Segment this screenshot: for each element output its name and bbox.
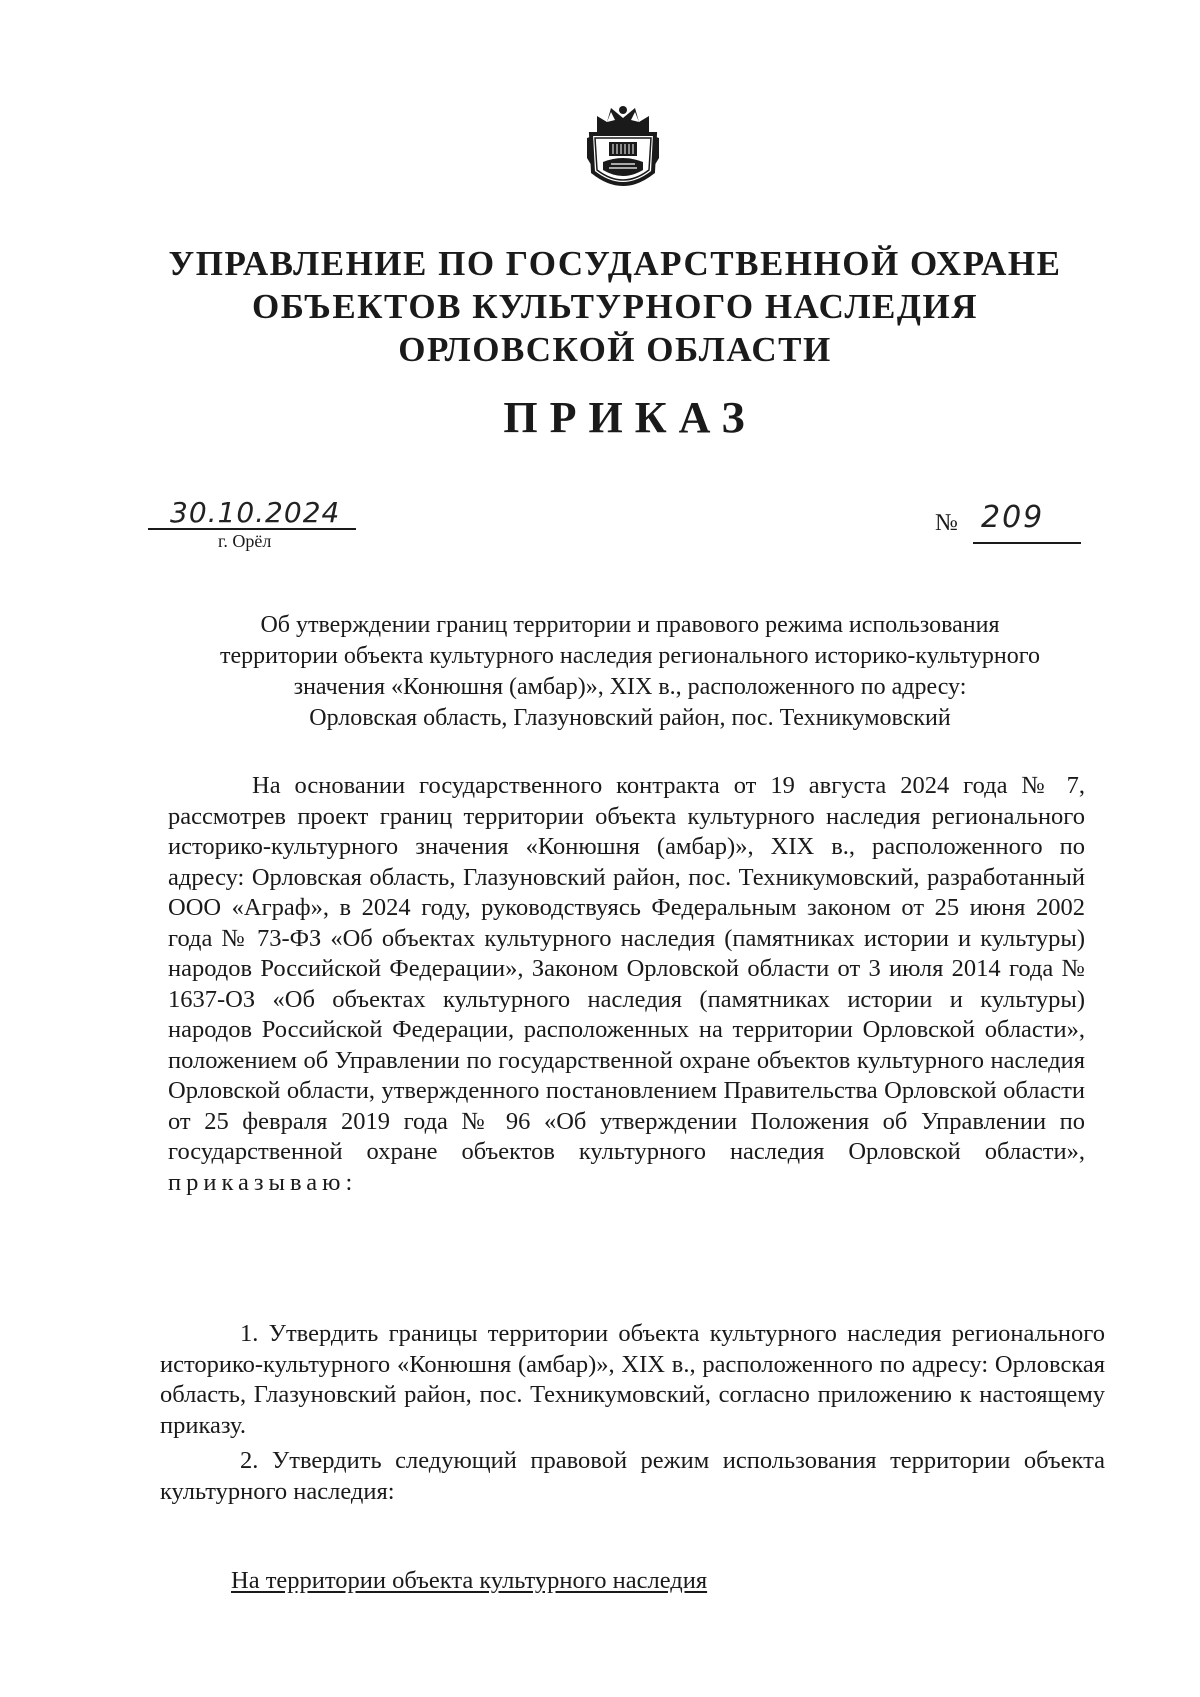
agency-name-line-2: ОБЪЕКТОВ КУЛЬТУРНОГО НАСЛЕДИЯ [252,287,978,326]
agency-name-line-3: ОРЛОВСКОЙ ОБЛАСТИ [398,330,832,369]
preamble-paragraph [168,771,1085,1198]
order-subject [160,610,1100,734]
order-word: приказываю: [168,1168,358,1196]
section-heading: На территории объекта культурного наследия [231,1567,708,1594]
city-label: г. Орёл [218,531,272,551]
number-sign: № [935,510,958,536]
preamble-text: На основании государственного контракта от 19 августа 2024 года № 7, рассмотрев проект границ территории объекта культурного наследия регионального историко-культурного значения «Конюшня (амбар)», XIX в., расположенного по адресу: Орловская область, Глазуновский район, пос. Техникумовский, разработанный ООО «Аграф», в 2024 году, руководствуясь Федеральным законом от 25 июня 2002 года № 73-ФЗ «Об объектах культурного наследия (памятниках истории и культуры) народов Российской Федерации», Законом Орловской области от 3 июля 2014 года № 1637-ОЗ «Об объектах культурного наследия (памятниках истории и культуры) народов Российской Федерации, расположенных на территории Орловской области», положением об Управлении по государственной охране объектов культурного наследия Орловской области, утвержденного постановлением Правительства Орловской области от 25 февраля 2019 года № 96 «Об утверждении Положения об Управлении по государственной охране объектов культурного наследия Орловской области», [168,772,1085,1165]
subject-line-4: Орловская область, Глазуновский район, пос. Техникумовский [309,705,951,731]
handwritten-order-number: 209 [981,500,1045,535]
agency-name-line-1: УПРАВЛЕНИЕ ПО ГОСУДАРСТВЕННОЙ ОХРАНЕ [168,244,1062,283]
number-underline [973,542,1081,544]
clause-2: 2. Утвердить следующий правовой режим использования территории объекта культурного наследия: [160,1447,1105,1505]
clause-1: 1. Утвердить границы территории объекта культурного наследия регионального историко-культурного «Конюшня (амбар)», XIX в., расположенного по адресу: Орловская область, Глазуновский район, пос. Техникумовский, согласно приложению к настоящему приказу. [160,1320,1105,1439]
subject-line-3: значения «Конюшня (амбар)», XIX в., расположенного по адресу: [293,674,967,700]
date-block [148,498,358,551]
subject-line-2: территории объекта культурного наследия регионального историко-культурного [220,643,1040,669]
agency-name [150,242,1080,371]
document-type-title: ПРИКАЗ [503,393,757,442]
handwritten-date: 30.10.2024 [170,496,341,529]
subject-line-1: Об утверждении границ территории и правового режима использования [260,612,1000,638]
order-number-block [935,500,1080,548]
coat-of-arms-emblem [583,98,663,198]
